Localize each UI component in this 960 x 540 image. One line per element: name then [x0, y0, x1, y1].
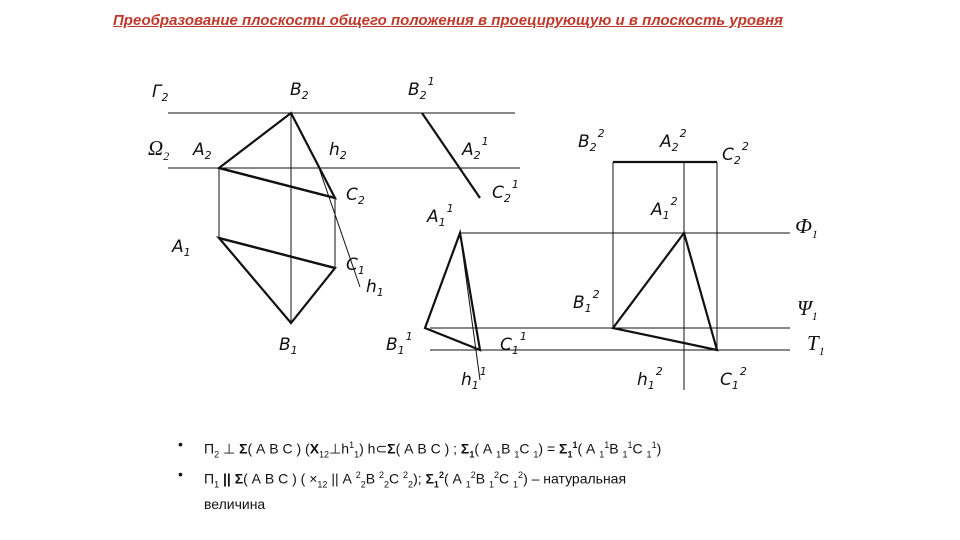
notes-list	[178, 436, 818, 516]
page-title: Преобразование плоскости общего положения в проецирующую и в плоскость уровня	[113, 12, 784, 29]
label-tau1: $T_1$	[807, 331, 825, 358]
label-A1: $A_1$	[172, 237, 191, 259]
note-text: $П_2$ ⊥ Σ( А В С ) $(Х_{12}\perp h^1_1)$ h⊂Σ( А В С ) ; $\Sigma_1$( А $_1$В $_1$С $_1) = \Sigma_1^1$( А $_1^1$В $_1^1$С $_1^1$)	[204, 440, 662, 460]
label-B1: $B_1$	[279, 335, 298, 357]
label-B2: $B_2$	[290, 80, 309, 102]
label-C2-1: $C_2^1$	[492, 178, 519, 205]
bullet: •	[178, 436, 183, 452]
label-psi1: $\Psi_1$	[797, 296, 818, 323]
label-A2-1: $A_2^1$	[462, 135, 489, 162]
label-A2: $A_2$	[193, 140, 212, 162]
frontal-projection-triangle	[219, 113, 335, 198]
label-h1: $h_1$	[366, 277, 384, 299]
label-gamma2: $Г_2$	[152, 82, 169, 104]
label-C1-1: $C_1^1$	[500, 330, 527, 357]
label-A2-2: $A_2^2$	[660, 127, 687, 154]
label-omega2: $\Omega_2$	[148, 136, 170, 163]
label-B1-1: $B_1^1$	[386, 330, 413, 357]
triangle-view-2	[425, 233, 480, 350]
transformed-view-2	[613, 162, 717, 350]
h1-1-line	[460, 233, 480, 380]
label-C2: $C_2$	[346, 185, 365, 207]
label-h1-2: $h_1^2$	[637, 365, 663, 392]
label-C1: $C_1$	[346, 255, 365, 277]
note-text: $П_1$ || Σ( А В С ) ( $\times_{12}$ || А $^2_2$В $^2_2$С $^2_2$); $\Sigma_1^2$( А $_1^2$В $_1^2$С $_1^2$) – натуральная величина	[204, 470, 627, 512]
note-line-2	[178, 466, 818, 513]
label-B2-1: $B_2^1$	[408, 75, 435, 102]
label-B1-2: $B_1^2$	[573, 288, 600, 315]
triangle-natural-size	[613, 233, 717, 350]
label-C1-2: $C_1^2$	[720, 365, 747, 392]
note-line-1	[178, 436, 818, 464]
label-h1-1: $h_1^1$	[461, 365, 487, 392]
label-B2-2: $B_2^2$	[578, 127, 605, 154]
label-h2: $h_2$	[329, 140, 347, 162]
horizontal-projection-triangle	[219, 238, 335, 323]
label-A1-2: $A_1^2$	[651, 195, 678, 222]
bullet: •	[178, 466, 183, 483]
label-C2-2: $C_2^2$	[722, 140, 749, 167]
label-phi1: $Ф_1$	[795, 214, 818, 241]
label-A1-1: $A_1^1$	[427, 202, 454, 229]
